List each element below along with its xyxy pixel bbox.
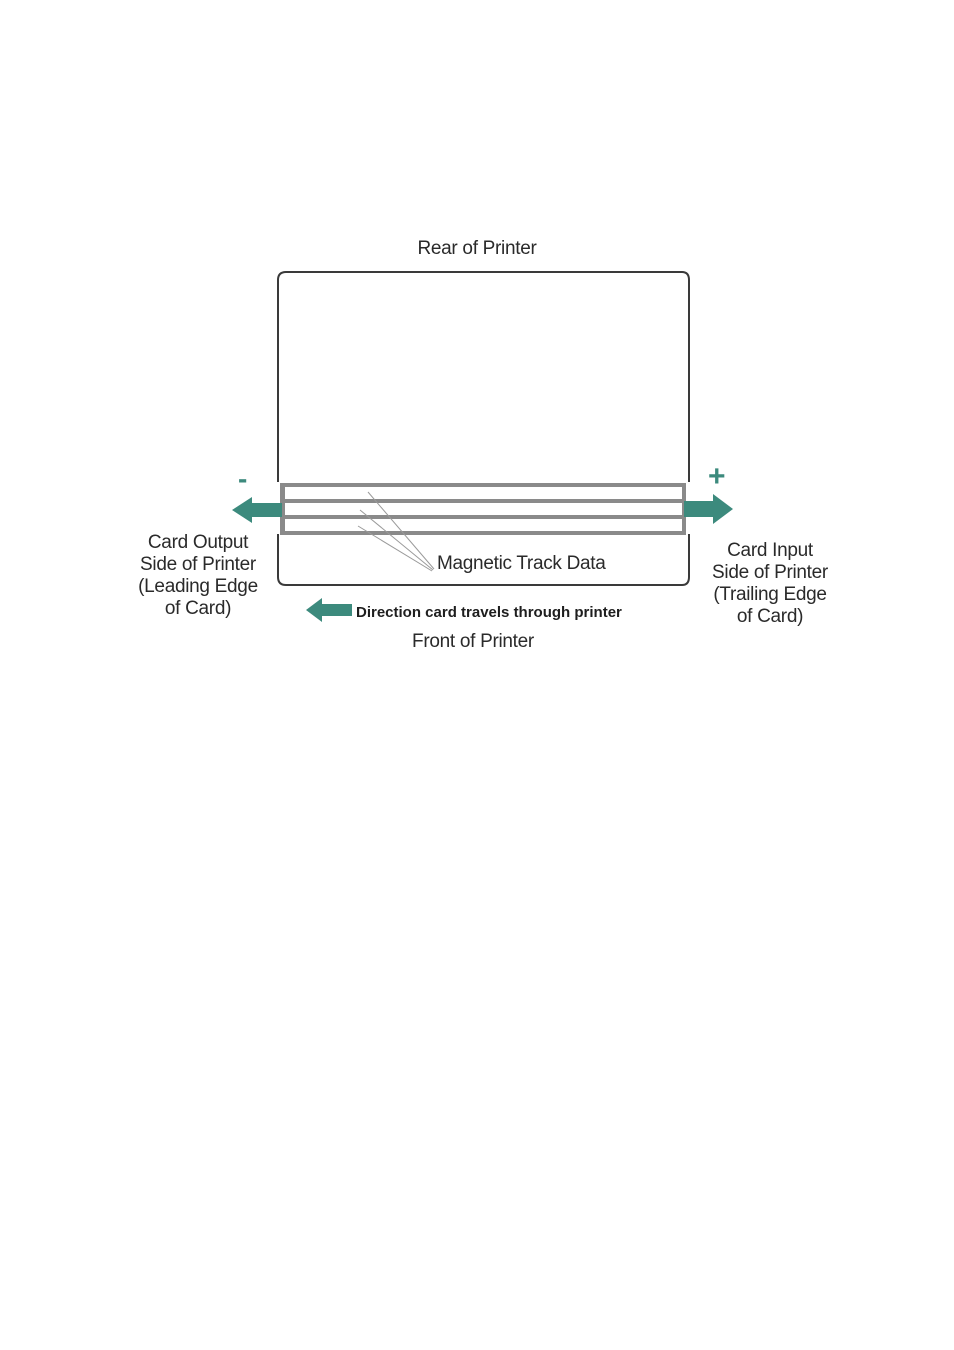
- magnetic-track-2: [285, 503, 682, 515]
- direction-arrow-icon: [306, 598, 352, 622]
- magnetic-track-1: [285, 487, 682, 499]
- magnetic-track-data-label: Magnetic Track Data: [437, 553, 606, 574]
- card-input-side-line: (Trailing Edge: [713, 584, 827, 605]
- magnetic-stripe: [280, 483, 686, 535]
- card-output-side-label: [118, 532, 278, 620]
- card-output-side-line: of Card): [164, 598, 232, 619]
- direction-label: Direction card travels through printer: [356, 604, 622, 621]
- card-input-side-line: Card Input: [727, 540, 813, 561]
- plus-sign: +: [708, 460, 726, 493]
- front-of-printer-label: Front of Printer: [412, 631, 534, 652]
- card-output-side-line: Side of Printer: [140, 554, 256, 575]
- card-input-side-line: Side of Printer: [712, 562, 828, 583]
- rear-of-printer-label: Rear of Printer: [417, 238, 537, 259]
- card-input-side-line: of Card): [736, 606, 804, 627]
- card-input-side-label: [692, 540, 848, 628]
- card-output-side-line: (Leading Edge: [138, 576, 258, 597]
- card-outline-top: [278, 272, 689, 482]
- magnetic-track-3: [285, 519, 682, 531]
- minus-sign: -: [238, 463, 248, 494]
- input-arrow-icon: [684, 494, 733, 524]
- output-arrow-icon: [232, 497, 282, 523]
- card-output-side-line: Card Output: [147, 532, 249, 553]
